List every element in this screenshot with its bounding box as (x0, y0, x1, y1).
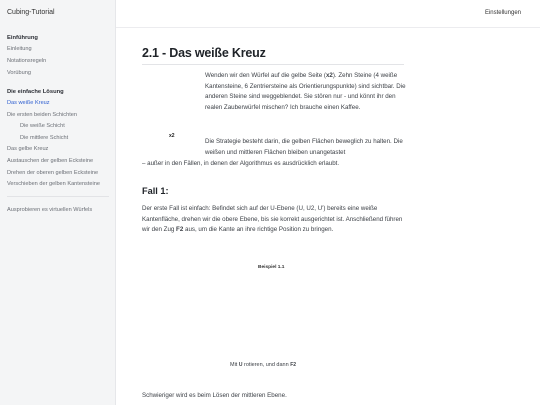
settings-link[interactable]: Einstellungen (484, 10, 521, 16)
nav-item-einleitung[interactable]: Einleitung (7, 46, 32, 53)
rotate-caption (230, 362, 296, 368)
nav-item-swap-yellow-corners[interactable]: Austauschen der gelben Ecksteine (7, 158, 94, 165)
sidebar-nav (0, 33, 116, 216)
nav-item-yellow-cross[interactable]: Das gelbe Kreuz (7, 146, 49, 153)
rotate-text-mid: rotieren, und dann (242, 362, 291, 368)
nav-item-notationsregeln[interactable]: Notationsregeln (7, 57, 47, 64)
case-heading: Fall 1: (142, 186, 169, 196)
sidebar-divider (7, 196, 109, 197)
example-label: Beispiel 1.1 (258, 265, 285, 270)
nav-item-vorubung[interactable]: Vorübung (7, 69, 31, 76)
strategy-paragraph: Die Strategie besteht darin, die gelben Flächen beweglich zu halten. Die weißen und mittleren Flächen bleiben unangetastet (205, 138, 403, 156)
rotate-text-start: Mit (230, 362, 239, 368)
cube-rotation-label: x2 (169, 133, 175, 139)
rotate-move-u: U (238, 362, 243, 368)
case-text-end: aus, um die Kante an ihre richtige Position zu bringen. (183, 226, 334, 234)
nav-heading-introduction[interactable]: Einführung (7, 35, 38, 41)
strategy-paragraph-cont: – außer in den Fällen, in denen der Algorithmus es ausdrücklich erlaubt. (142, 160, 340, 167)
site-title[interactable]: Cubing-Tutorial (7, 9, 55, 16)
sidebar (0, 0, 116, 405)
intro-paragraph (205, 71, 411, 114)
nav-item-white-cross[interactable]: Das weiße Kreuz (7, 100, 50, 107)
nav-item-move-yellow-edges[interactable]: Verschieben der gelben Kantensteine (7, 181, 100, 188)
case-move-code: F2 (176, 226, 184, 234)
case-text-start: Der erste Fall ist einfach: Befindet sich auf der U-Ebene (U, U2, U') bereits eine weiße Kantenfläche, drehen wir die obere Ebene, bis sie korrekt ausgerichtet ist. Anschließend führen wir den Zug (142, 205, 403, 234)
case-paragraph (142, 204, 404, 236)
title-divider (142, 64, 404, 65)
main-content (142, 46, 406, 399)
nav-item-middle-layer[interactable]: Die mittlere Schicht (20, 134, 69, 141)
top-bar (116, 0, 540, 28)
nav-heading-simple-solution[interactable]: Die einfache Lösung (7, 88, 64, 95)
page-title: 2.1 - Das weiße Kreuz (142, 46, 266, 60)
nav-item-virtual-cube[interactable]: Ausprobieren es virtuellen Würfels (7, 206, 93, 213)
intro-text-end: ). Zehn Steine (4 weiße Kantensteine, 6 Zentriersteine als Orientierungspunkte) sind sichtbar. Die anderen Steine sind weggeblendet. Sie stören nur - und könnt ihr den realen Zauberwürfel mischen? Ich brauche einen Kaffee. (205, 72, 406, 112)
nav-item-twist-yellow-corners[interactable]: Drehen der oberen gelben Ecksteine (7, 169, 99, 176)
closing-paragraph: Schwieriger wird es beim Lösen der mittleren Ebene. (142, 392, 287, 399)
intro-text-start: Wenden wir den Würfel auf die gelbe Seite ( (205, 72, 326, 79)
nav-item-first-two-layers[interactable]: Die ersten beiden Schichten (7, 111, 77, 118)
nav-item-white-layer[interactable]: Die weiße Schicht (20, 123, 65, 130)
rotate-move-f2: F2 (290, 362, 297, 368)
intro-move-code: x2 (325, 72, 333, 79)
